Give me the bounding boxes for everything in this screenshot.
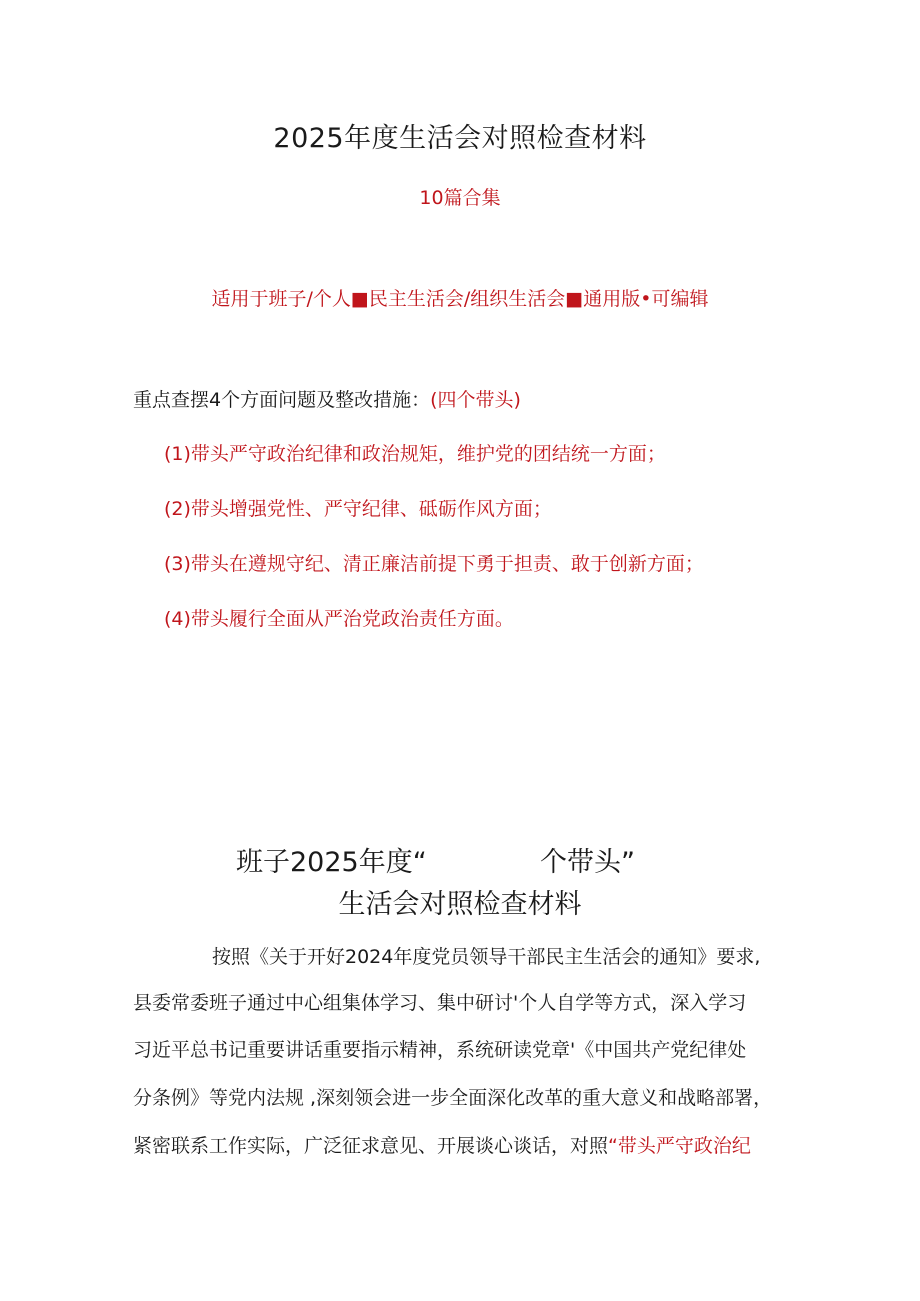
paragraph-line-5-highlight: “带头严守政治纪: [608, 1135, 751, 1157]
paragraph-line-4: 分条例》等党内法规 ,深刻领会进一步全面深化改革的重大意义和战略部署，: [133, 1087, 773, 1109]
focus-item-3: (3)带头在遵规守纪、清正廉洁前提下勇于担责、敢于创新方面；: [164, 553, 704, 575]
paragraph-line-1: 按照《关于开好2024年度党员领导干部民主生活会的通知》要求,: [212, 946, 761, 968]
focus-intro: [133, 385, 521, 412]
paragraph-line-5-text: 紧密联系工作实际，广泛征求意见、开展谈心谈话，对照: [133, 1135, 609, 1157]
paragraph-line-5: [133, 1131, 751, 1158]
paragraph-line-2: 县委常委班子通过中心组集体学习、集中研讨'个人自学等方式，深入学习: [133, 992, 747, 1014]
applicable-scope-line: 适用于班子/个人■民主生活会/组织生活会■通用版•可编辑: [211, 288, 709, 310]
section-title-part1: 班子2025年度“: [236, 847, 427, 878]
focus-item-1: (1)带头严守政治纪律和政治规矩，维护党的团结统一方面；: [164, 443, 666, 465]
collection-subtitle: 10篇合集: [419, 187, 501, 209]
paragraph-line-3: 习近平总书记重要讲话重要指示精神，系统研读党章'《中国共产党纪律处: [133, 1039, 747, 1061]
focus-item-2: (2)带头增强党性、严守纪律、砥砺作风方面；: [164, 498, 552, 520]
focus-intro-text: 重点查摆4个方面问题及整改措施：: [133, 389, 431, 411]
document-title: 2025年度生活会对照检查材料: [273, 123, 647, 154]
section-title-line2: 生活会对照检查材料: [338, 889, 582, 920]
section-title-part2: 个带头”: [540, 847, 635, 878]
focus-intro-highlight: (四个带头): [430, 389, 521, 411]
focus-item-4: (4)带头履行全面从严治党政治责任方面。: [164, 608, 514, 630]
